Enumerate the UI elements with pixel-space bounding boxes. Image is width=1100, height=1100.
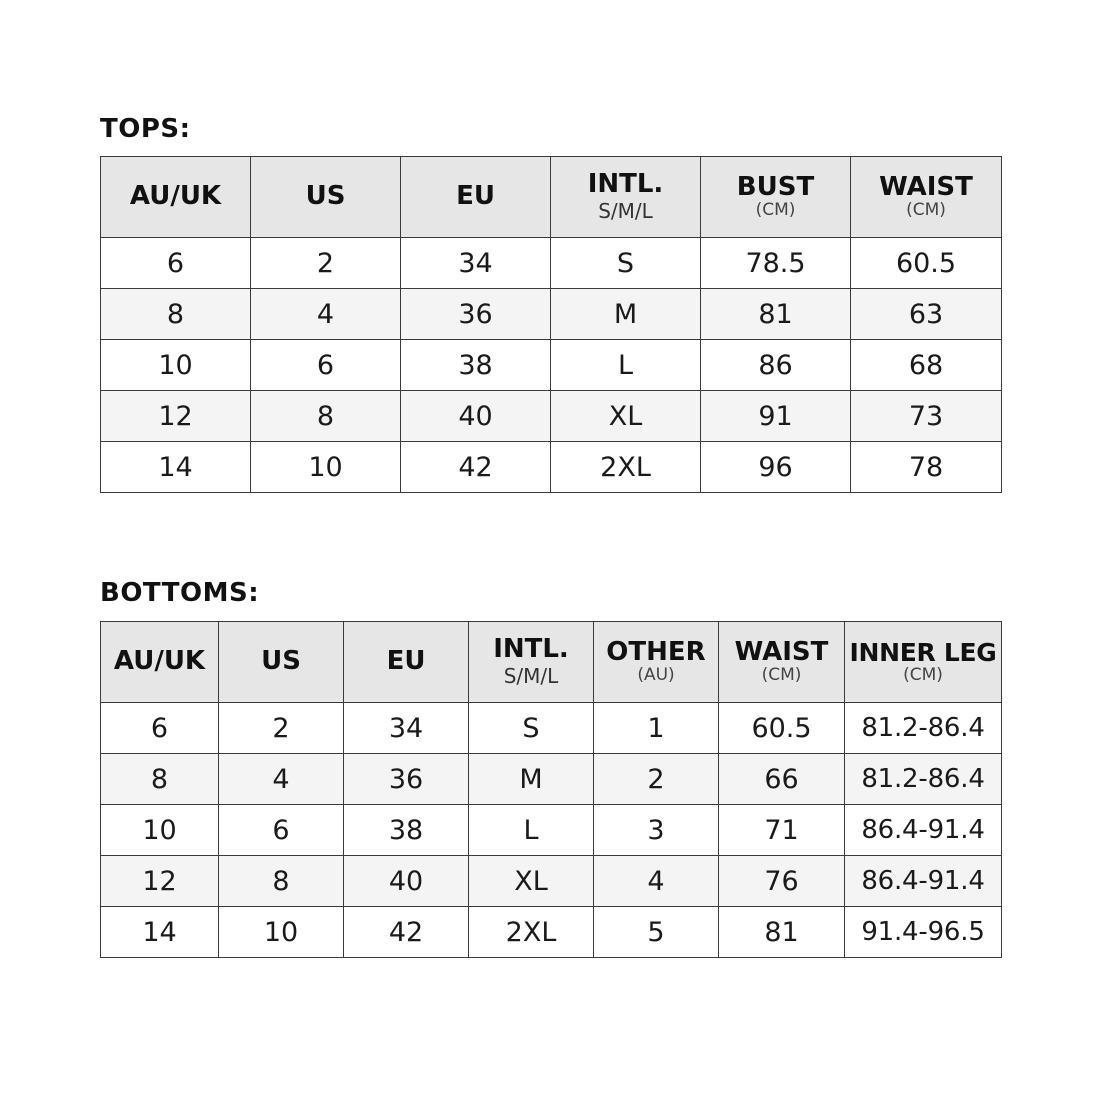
bottoms-header-au-uk: AU/UK <box>101 622 219 703</box>
table-row <box>101 805 1002 856</box>
table-cell: 91.4-96.5 <box>845 907 1002 958</box>
bottoms-size-table <box>100 621 1002 958</box>
table-cell: 81.2-86.4 <box>845 703 1002 754</box>
table-cell: 40 <box>401 391 551 442</box>
table-row <box>101 340 1002 391</box>
table-row <box>101 238 1002 289</box>
table-cell: 8 <box>219 856 344 907</box>
tops-header-us: US <box>251 157 401 238</box>
table-cell: 10 <box>101 340 251 391</box>
table-cell: 78 <box>851 442 1002 493</box>
table-cell: 66 <box>719 754 845 805</box>
table-cell: 68 <box>851 340 1002 391</box>
table-cell: 8 <box>101 289 251 340</box>
bottoms-header-row <box>101 622 1002 703</box>
table-cell: 4 <box>594 856 719 907</box>
table-cell: 60.5 <box>719 703 845 754</box>
table-cell: 2 <box>219 703 344 754</box>
table-cell: 86 <box>701 340 851 391</box>
bottoms-header-us: US <box>219 622 344 703</box>
table-cell: 6 <box>101 238 251 289</box>
bottoms-header-intl: INTL. S/M/L <box>469 622 594 703</box>
table-cell: 10 <box>219 907 344 958</box>
table-row <box>101 703 1002 754</box>
table-cell: 10 <box>101 805 219 856</box>
bottoms-section-title: BOTTOMS: <box>100 578 260 608</box>
table-cell: 91 <box>701 391 851 442</box>
table-cell: S <box>469 703 594 754</box>
table-cell: 6 <box>101 703 219 754</box>
table-cell: 2XL <box>551 442 701 493</box>
tops-header-au-uk: AU/UK <box>101 157 251 238</box>
table-cell: S <box>551 238 701 289</box>
table-cell: 81 <box>719 907 845 958</box>
table-cell: 38 <box>344 805 469 856</box>
bottoms-header-eu: EU <box>344 622 469 703</box>
table-cell: 40 <box>344 856 469 907</box>
table-cell: 10 <box>251 442 401 493</box>
table-cell: 14 <box>101 442 251 493</box>
table-cell: 76 <box>719 856 845 907</box>
table-row <box>101 907 1002 958</box>
table-row <box>101 391 1002 442</box>
table-cell: 42 <box>401 442 551 493</box>
table-cell: XL <box>551 391 701 442</box>
table-cell: 36 <box>344 754 469 805</box>
table-cell: L <box>551 340 701 391</box>
table-cell: 96 <box>701 442 851 493</box>
table-cell: M <box>469 754 594 805</box>
table-cell: 2 <box>594 754 719 805</box>
table-cell: 71 <box>719 805 845 856</box>
table-cell: 3 <box>594 805 719 856</box>
bottoms-header-waist: WAIST (CM) <box>719 622 845 703</box>
table-cell: 60.5 <box>851 238 1002 289</box>
tops-size-table <box>100 156 1002 493</box>
tops-header-waist: WAIST (CM) <box>851 157 1002 238</box>
table-cell: 12 <box>101 391 251 442</box>
table-cell: 8 <box>251 391 401 442</box>
table-cell: 38 <box>401 340 551 391</box>
tops-header-row <box>101 157 1002 238</box>
table-cell: 36 <box>401 289 551 340</box>
table-cell: 6 <box>219 805 344 856</box>
table-row <box>101 442 1002 493</box>
table-cell: XL <box>469 856 594 907</box>
table-cell: M <box>551 289 701 340</box>
tops-header-eu: EU <box>401 157 551 238</box>
table-cell: 6 <box>251 340 401 391</box>
tops-header-intl: INTL. S/M/L <box>551 157 701 238</box>
tops-section-title: TOPS: <box>100 114 191 144</box>
table-cell: 2XL <box>469 907 594 958</box>
table-cell: 73 <box>851 391 1002 442</box>
table-cell: 12 <box>101 856 219 907</box>
bottoms-header-other: OTHER (AU) <box>594 622 719 703</box>
table-cell: 34 <box>401 238 551 289</box>
table-cell: 86.4-91.4 <box>845 805 1002 856</box>
table-cell: 81.2-86.4 <box>845 754 1002 805</box>
table-row <box>101 754 1002 805</box>
table-cell: 2 <box>251 238 401 289</box>
table-row <box>101 856 1002 907</box>
table-cell: 8 <box>101 754 219 805</box>
table-cell: 78.5 <box>701 238 851 289</box>
table-cell: 4 <box>251 289 401 340</box>
table-cell: 1 <box>594 703 719 754</box>
table-cell: 81 <box>701 289 851 340</box>
table-row <box>101 289 1002 340</box>
table-cell: 86.4-91.4 <box>845 856 1002 907</box>
table-cell: 63 <box>851 289 1002 340</box>
table-cell: L <box>469 805 594 856</box>
table-cell: 5 <box>594 907 719 958</box>
table-cell: 4 <box>219 754 344 805</box>
table-cell: 34 <box>344 703 469 754</box>
table-cell: 42 <box>344 907 469 958</box>
bottoms-header-inner-leg: INNER LEG (CM) <box>845 622 1002 703</box>
tops-header-bust: BUST (CM) <box>701 157 851 238</box>
table-cell: 14 <box>101 907 219 958</box>
